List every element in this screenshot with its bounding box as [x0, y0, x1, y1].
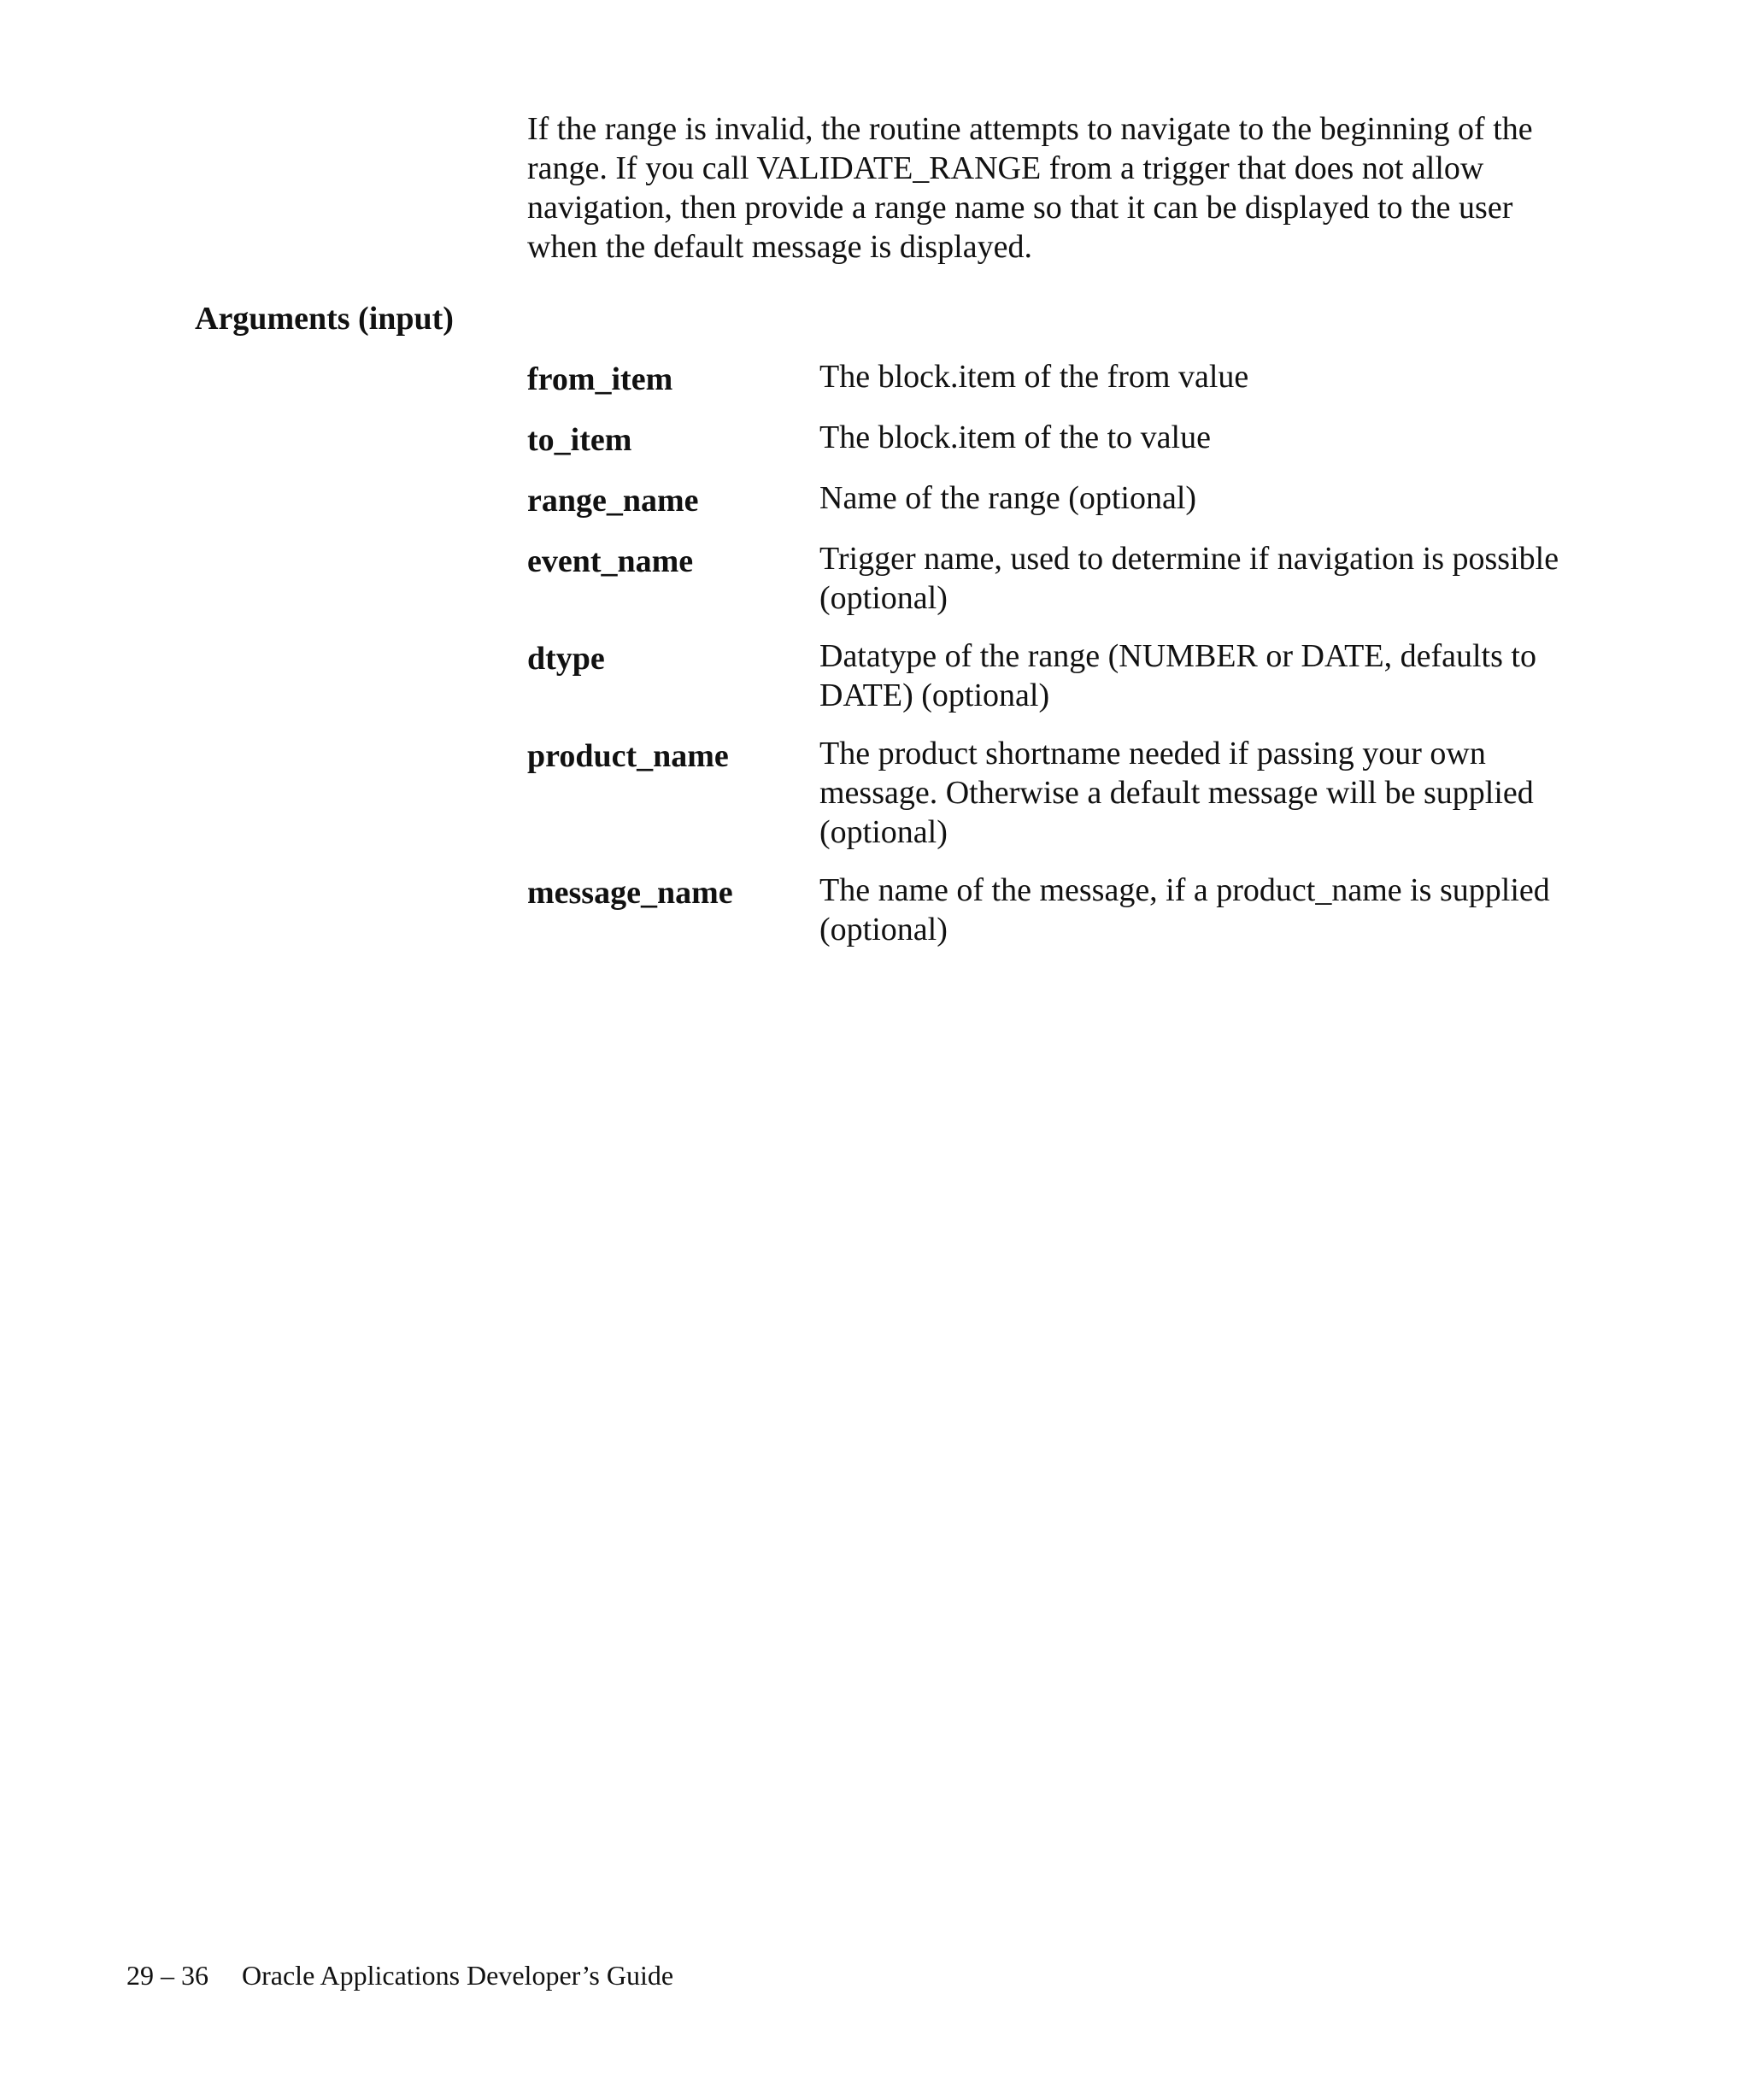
book-title: Oracle Applications Developer’s Guide: [242, 1960, 674, 1991]
argument-row: [527, 636, 1587, 715]
argument-row: [527, 418, 1587, 460]
argument-row: [527, 478, 1587, 520]
argument-row: [527, 871, 1587, 949]
argument-name: to_item: [527, 422, 632, 458]
argument-description: The block.item of the to value: [819, 419, 1211, 455]
intro-paragraph: If the range is invalid, the routine attempts to navigate to the beginning of the range. If you call VALIDATE_RANGE from a trigger that does not allow navigation, then provide a range name so that it can be displayed to the user when the default message is displayed.: [527, 111, 1533, 265]
argument-description: The product shortname needed if passing your own message. Otherwise a default message will be supplied (optional): [819, 736, 1534, 850]
argument-name: from_item: [527, 361, 673, 397]
argument-row: [527, 357, 1587, 399]
argument-description: The block.item of the from value: [819, 359, 1249, 395]
argument-description: The name of the message, if a product_name is supplied (optional): [819, 872, 1550, 947]
page-footer: [126, 1958, 673, 1992]
argument-name: event_name: [527, 543, 694, 579]
section-heading-arguments: Arguments (input): [195, 301, 454, 337]
argument-description: Datatype of the range (NUMBER or DATE, defaults to DATE) (optional): [819, 638, 1536, 713]
argument-name: dtype: [527, 641, 605, 677]
argument-row: [527, 539, 1587, 618]
page-number: 29 – 36: [126, 1960, 208, 1991]
argument-name: message_name: [527, 875, 733, 911]
arguments-list: [527, 357, 1587, 968]
argument-description: Trigger name, used to determine if navigation is possible (optional): [819, 541, 1559, 616]
argument-row: [527, 734, 1587, 852]
argument-name: range_name: [527, 483, 699, 519]
argument-description: Name of the range (optional): [819, 480, 1197, 516]
argument-name: product_name: [527, 738, 729, 774]
